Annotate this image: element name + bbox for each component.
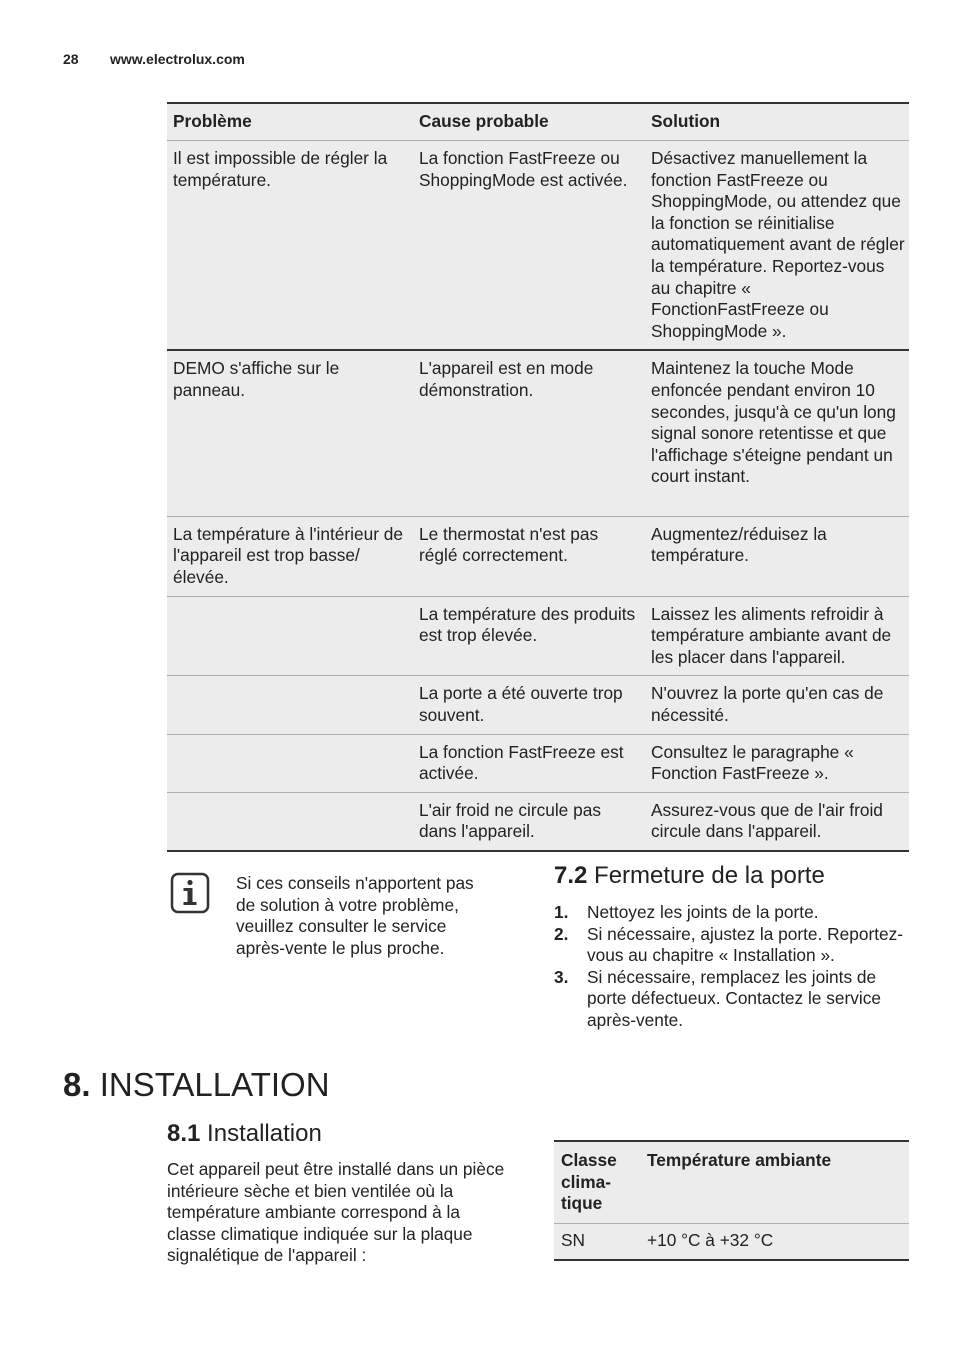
list-item (554, 924, 914, 967)
section-number: 7.2 (554, 862, 588, 889)
column-header: Cause probable (413, 103, 645, 141)
table-row (167, 141, 909, 351)
table-row (167, 734, 909, 792)
table-row (167, 516, 909, 596)
table-row (554, 1223, 909, 1260)
table-cell: SN (554, 1223, 640, 1260)
chapter-title: INSTALLATION (99, 1066, 330, 1103)
info-note-text: Si ces conseils n'apportent pas de solution à votre problème, veuillez consulter le service après-vente le plus proche. (236, 873, 474, 958)
table-cell: La température des produits est trop élevée. (413, 596, 645, 676)
page-number: 28 (63, 51, 79, 67)
climate-class-table (554, 1140, 909, 1261)
step-number: 3. (554, 966, 569, 987)
table-cell: Laissez les aliments refroidir à température ambiante avant de les placer dans l'appareil. (645, 596, 909, 676)
table-cell: La fonction FastFreeze ou ShoppingMode est activée. (413, 141, 645, 351)
step-number: 2. (554, 923, 569, 944)
column-header: Solution (645, 103, 909, 141)
table-cell: La fonction FastFreeze est activée. (413, 734, 645, 792)
list-item (554, 902, 914, 924)
section-number: 8.1 (167, 1120, 201, 1147)
section-title: Installation (207, 1120, 322, 1147)
table-cell: DEMO s'affiche sur le panneau. (167, 350, 413, 516)
table-cell: Le thermostat n'est pas réglé correctement. (413, 516, 645, 596)
table-cell (167, 596, 413, 676)
table-cell: N'ouvrez la porte qu'en cas de nécessité. (645, 676, 909, 734)
chapter-number: 8. (63, 1066, 91, 1103)
step-text: Si nécessaire, ajustez la porte. Reportez-vous au chapitre « Installation ». (587, 923, 904, 966)
site-url: www.electrolux.com (110, 51, 245, 67)
table-row (167, 350, 909, 516)
table-cell: Il est impossible de régler la température. (167, 141, 413, 351)
table-cell: Désactivez manuellement la fonction FastFreeze ou ShoppingMode, ou attendez que la fonction se réinitialise automatiquement avant de régler la température. Reportez-vous au chapitre « FonctionFastFreeze ou ShoppingMode ». (645, 141, 909, 351)
info-icon (170, 872, 210, 914)
climate-class-header: Classe clima-tique (561, 1150, 617, 1214)
column-header: Problème (167, 103, 413, 141)
table-cell: L'air froid ne circule pas dans l'appareil. (413, 792, 645, 851)
column-header: Température ambiante (640, 1141, 909, 1223)
table-cell: Assurez-vous que de l'air froid circule dans l'appareil. (645, 792, 909, 851)
table-cell: La porte a été ouverte trop souvent. (413, 676, 645, 734)
table-cell: L'appareil est en mode démonstration. (413, 350, 645, 516)
table-cell: Maintenez la touche Mode enfoncée pendant environ 10 secondes, jusqu'à ce qu'un long signal sonore retentisse et que l'affichage s'éteigne pendant un court instant. (645, 350, 909, 516)
table-cell: Augmentez/réduisez la température. (645, 516, 909, 596)
table-cell (167, 734, 413, 792)
step-number: 1. (554, 902, 569, 922)
table-cell: +10 °C à +32 °C (640, 1223, 909, 1260)
troubleshooting-table (167, 102, 909, 852)
table-row (167, 596, 909, 676)
table-row (167, 676, 909, 734)
table-cell (167, 676, 413, 734)
section-heading-8-1 (167, 1120, 322, 1148)
table-header-row (167, 103, 909, 141)
step-text: Nettoyez les joints de la porte. (587, 902, 819, 922)
door-steps-list (554, 902, 914, 1032)
step-text: Si nécessaire, remplacez les joints de porte défectueux. Contactez le service après-vente. (587, 966, 881, 1030)
table-row (167, 792, 909, 851)
section-heading-7-2 (554, 862, 825, 890)
table-cell: La température à l'intérieur de l'appareil est trop basse/ élevée. (167, 516, 413, 596)
table-cell: Consultez le paragraphe « Fonction FastFreeze ». (645, 734, 909, 792)
table-cell (167, 792, 413, 851)
table-header-row (554, 1141, 909, 1223)
list-item (554, 967, 914, 1032)
column-header (554, 1141, 640, 1223)
section-title: Fermeture de la porte (594, 862, 825, 889)
chapter-heading (63, 1066, 330, 1104)
installation-paragraph: Cet appareil peut être installé dans un pièce intérieure sèche et bien ventilée où la température ambiante correspond à la classe climatique indiquée sur la plaque signalétique de l'appareil : (167, 1159, 505, 1266)
